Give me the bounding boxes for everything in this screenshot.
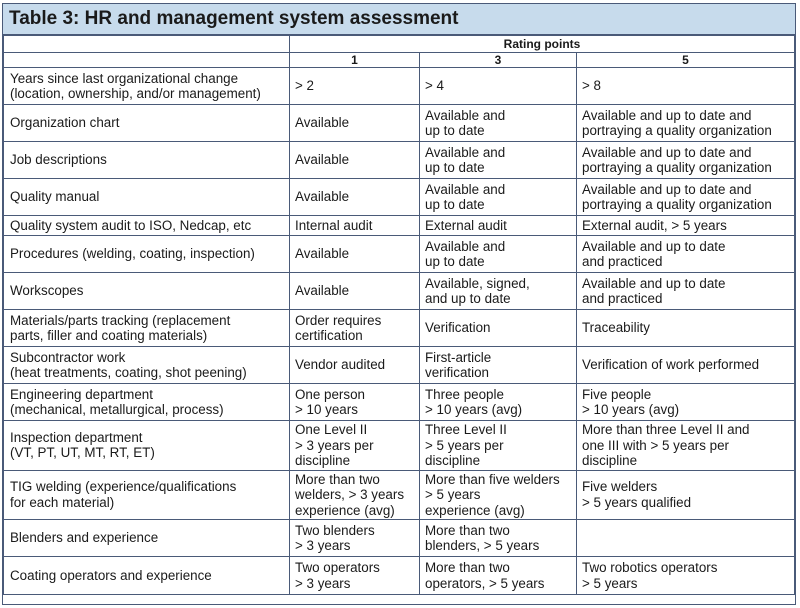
column-header-1: 1 [290, 53, 420, 68]
rating-5-cell: Available and up to date and portraying a quality organization [577, 179, 795, 216]
rating-1-cell: Two blenders > 3 years [290, 520, 420, 557]
rating-1-cell: Available [290, 179, 420, 216]
rating-5-cell: Traceability [577, 310, 795, 347]
rating-3-cell: > 4 [420, 68, 577, 105]
rating-3-cell: Three people > 10 years (avg) [420, 384, 577, 421]
table-row [4, 520, 795, 557]
rating-1-cell: > 2 [290, 68, 420, 105]
table-row [4, 179, 795, 216]
rating-3-cell: Verification [420, 310, 577, 347]
criterion-cell: Procedures (welding, coating, inspection) [4, 236, 290, 273]
rating-3-cell: Three Level II > 5 years per discipline [420, 421, 577, 471]
rating-5-cell: Available and up to date and practiced [577, 236, 795, 273]
criterion-cell: Organization chart [4, 105, 290, 142]
table-row [4, 236, 795, 273]
rating-1-cell: Available [290, 142, 420, 179]
rating-5-cell: More than three Level II and one III with > 5 years per discipline [577, 421, 795, 471]
criterion-cell: Coating operators and experience [4, 557, 290, 595]
header-spacer [4, 53, 290, 68]
rating-5-cell: Five people > 10 years (avg) [577, 384, 795, 421]
criterion-cell: Workscopes [4, 273, 290, 310]
rating-3-cell: More than five welders > 5 years experience (avg) [420, 470, 577, 520]
table-row [4, 470, 795, 520]
criterion-cell: Engineering department (mechanical, metallurgical, process) [4, 384, 290, 421]
table-frame [2, 3, 796, 605]
criterion-cell: Years since last organizational change (location, ownership, and/or management) [4, 68, 290, 105]
criterion-cell: TIG welding (experience/qualifications for each material) [4, 470, 290, 520]
rating-1-cell: More than two welders, > 3 years experience (avg) [290, 470, 420, 520]
table-row [4, 384, 795, 421]
rating-5-cell: Available and up to date and portraying a quality organization [577, 142, 795, 179]
criterion-cell: Job descriptions [4, 142, 290, 179]
rating-5-cell: Verification of work performed [577, 347, 795, 384]
table-title: Table 3: HR and management system assessment [3, 4, 795, 35]
rating-3-cell: More than two blenders, > 5 years [420, 520, 577, 557]
criterion-cell: Quality manual [4, 179, 290, 216]
rating-5-cell: Five welders > 5 years qualified [577, 470, 795, 520]
table-row [4, 105, 795, 142]
criterion-cell: Inspection department (VT, PT, UT, MT, RT, ET) [4, 421, 290, 471]
rating-1-cell: Available [290, 273, 420, 310]
rating-5-cell: Available and up to date and practiced [577, 273, 795, 310]
rating-3-cell: Available and up to date [420, 179, 577, 216]
rating-5-cell: Available and up to date and portraying a quality organization [577, 105, 795, 142]
rating-3-cell: More than two operators, > 5 years [420, 557, 577, 595]
rating-points-header: Rating points [290, 36, 795, 53]
rating-1-cell: Two operators > 3 years [290, 557, 420, 595]
table-row [4, 273, 795, 310]
rating-3-cell: First-article verification [420, 347, 577, 384]
criterion-cell: Materials/parts tracking (replacement parts, filler and coating materials) [4, 310, 290, 347]
rating-1-cell: Available [290, 236, 420, 273]
rating-1-cell: Vendor audited [290, 347, 420, 384]
rating-5-cell: Two robotics operators > 5 years [577, 557, 795, 595]
rating-3-cell: Available and up to date [420, 142, 577, 179]
table-row [4, 421, 795, 471]
rating-1-cell: Internal audit [290, 216, 420, 236]
table-row [4, 347, 795, 384]
rating-3-cell: Available and up to date [420, 236, 577, 273]
criterion-cell: Quality system audit to ISO, Nedcap, etc [4, 216, 290, 236]
rating-1-cell: Order requires certification [290, 310, 420, 347]
table-row [4, 557, 795, 595]
rating-1-cell: Available [290, 105, 420, 142]
table-row [4, 68, 795, 105]
rating-1-cell: One Level II > 3 years per discipline [290, 421, 420, 471]
rating-5-cell: External audit, > 5 years [577, 216, 795, 236]
header-spacer [4, 36, 290, 53]
column-header-3: 3 [420, 53, 577, 68]
header-row-columns [4, 53, 795, 68]
rating-5-cell: > 8 [577, 68, 795, 105]
criterion-cell: Subcontractor work (heat treatments, coating, shot peening) [4, 347, 290, 384]
criterion-cell: Blenders and experience [4, 520, 290, 557]
table-row [4, 216, 795, 236]
column-header-5: 5 [577, 53, 795, 68]
rating-3-cell: Available and up to date [420, 105, 577, 142]
rating-1-cell: One person > 10 years [290, 384, 420, 421]
table-row [4, 310, 795, 347]
assessment-table [3, 35, 795, 595]
rating-3-cell: External audit [420, 216, 577, 236]
rating-3-cell: Available, signed, and up to date [420, 273, 577, 310]
header-row-group [4, 36, 795, 53]
rating-5-cell [577, 520, 795, 557]
table-row [4, 142, 795, 179]
